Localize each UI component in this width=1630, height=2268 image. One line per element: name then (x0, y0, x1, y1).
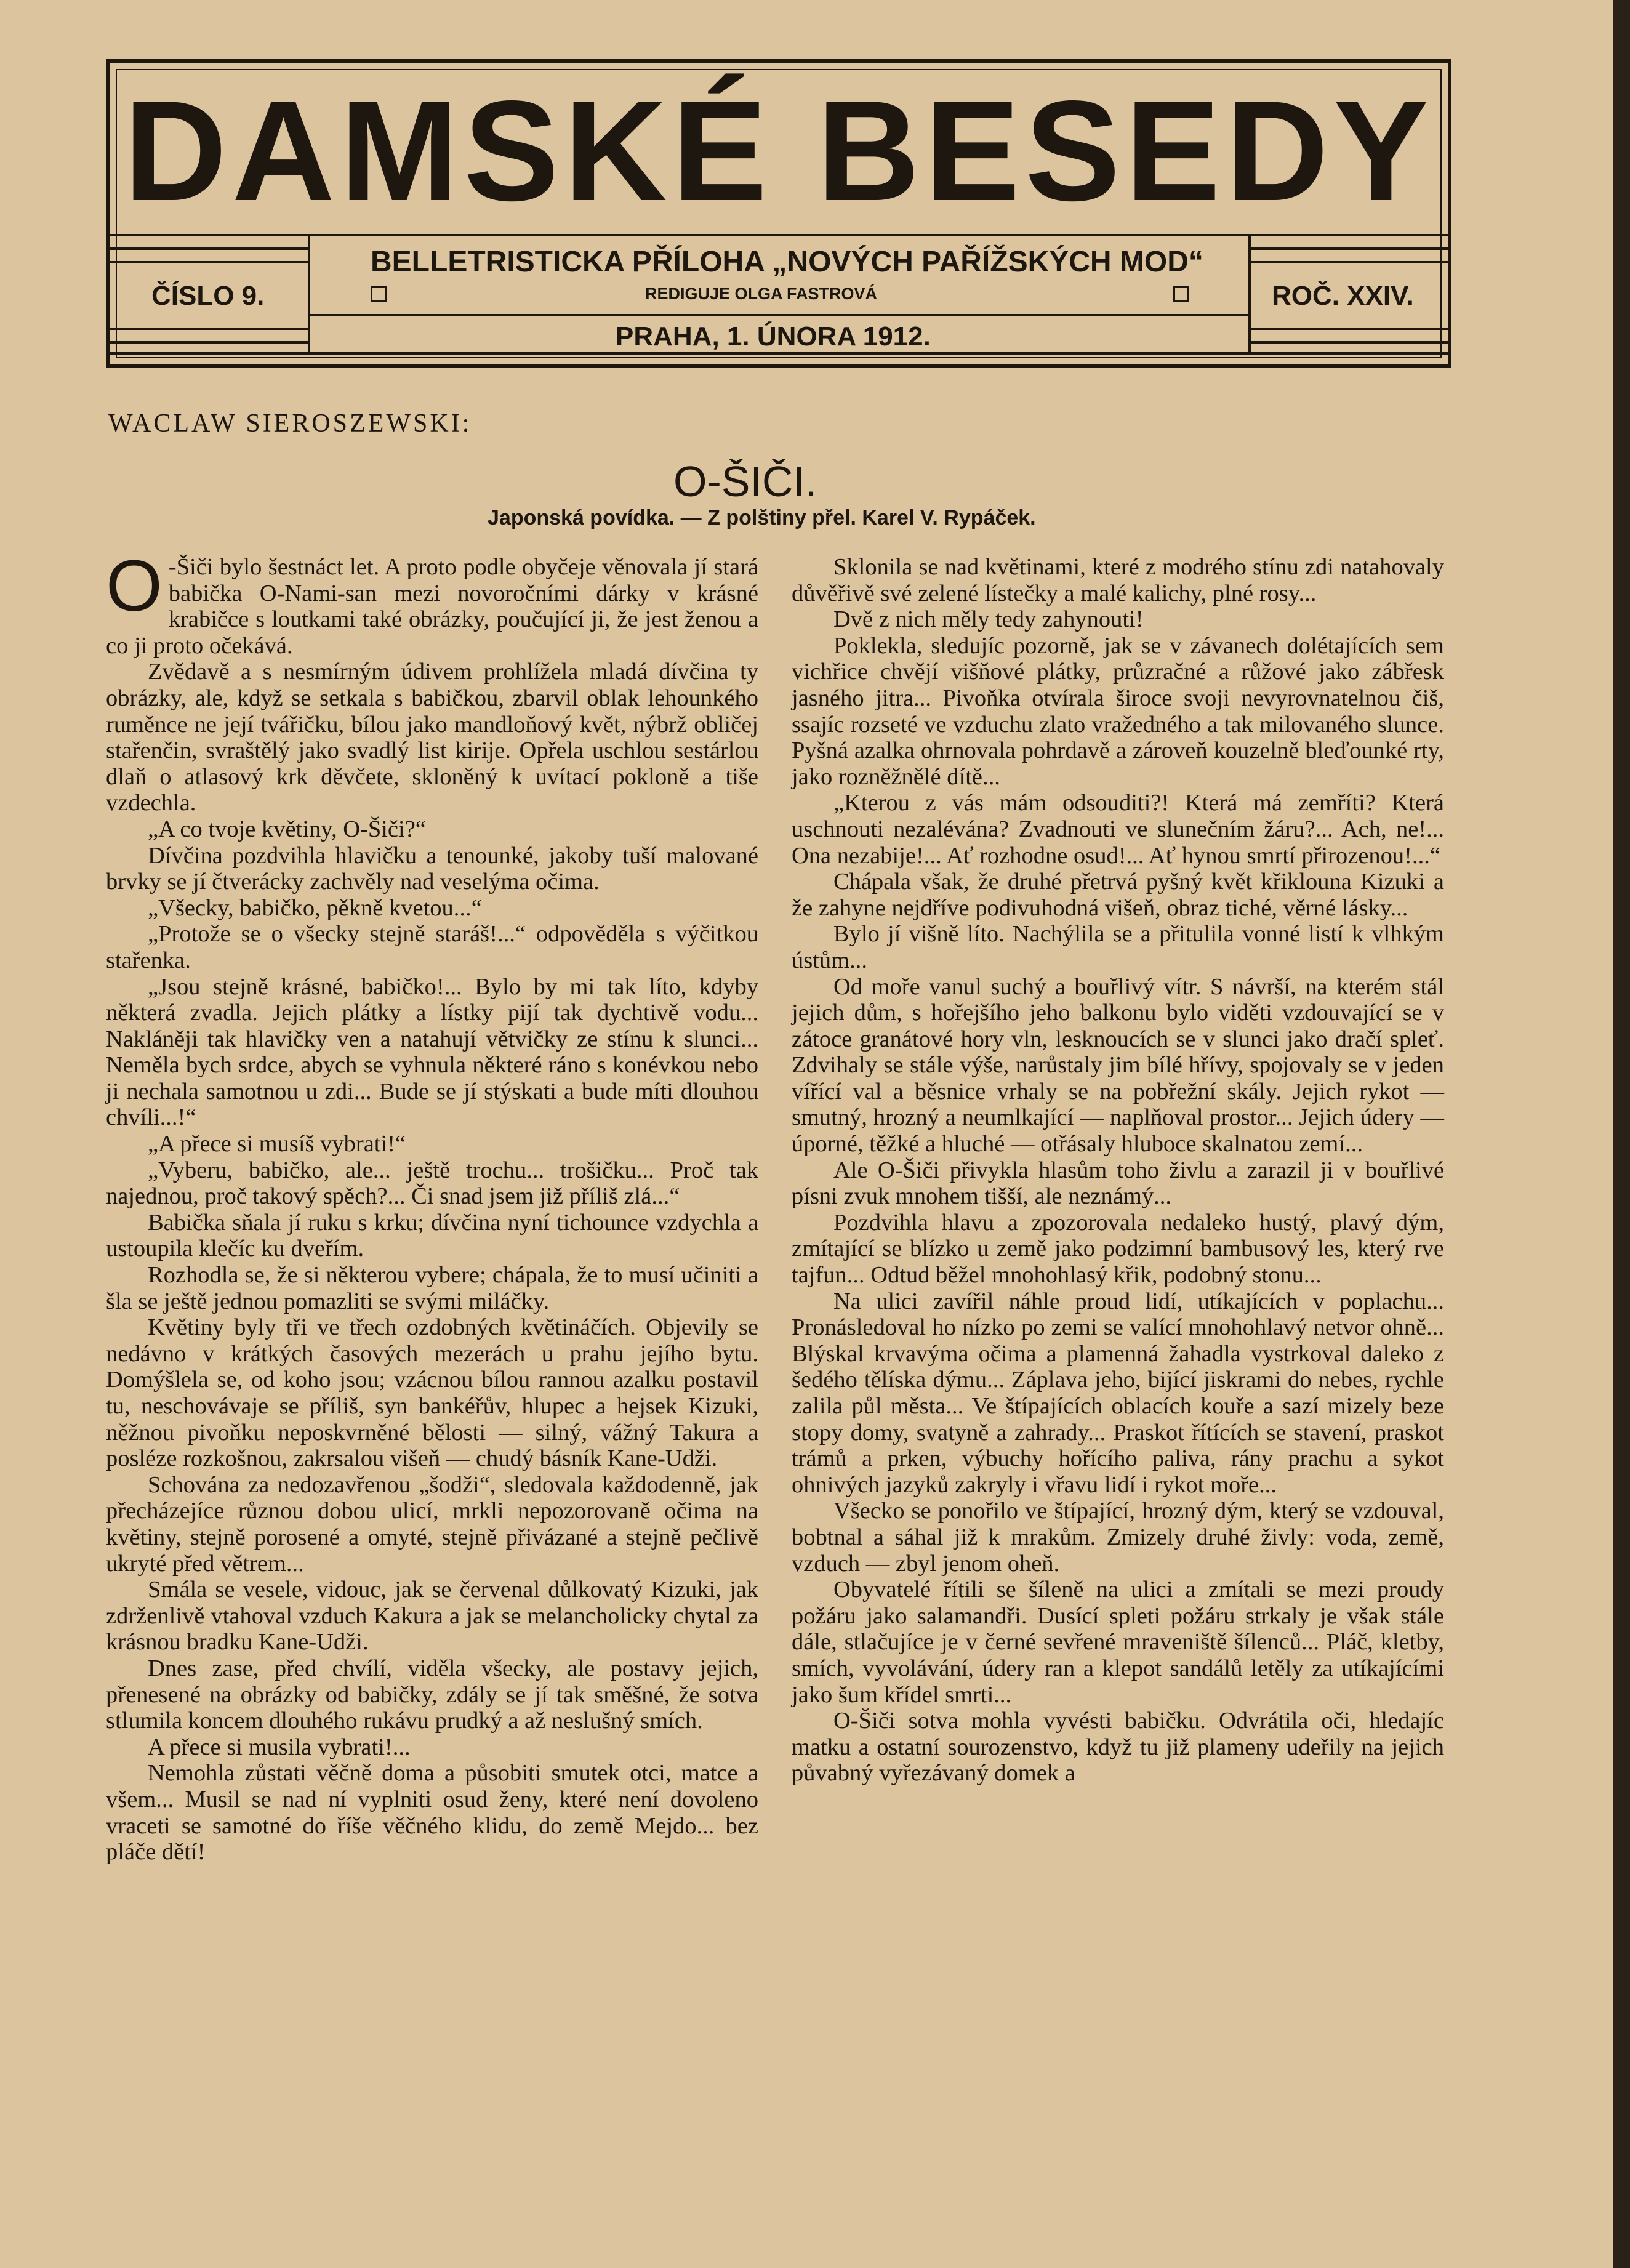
paragraph: O-Šiči sotva mohla vyvésti babičku. Odvrátila oči, hledajíc matku a ostatní sourozenstvo, když tu již plameny udeřily na jejich půvabný vyřezávaný domek a (792, 1708, 1444, 1787)
paragraph: Ale O-Šiči přivykla hlasům toho živlu a zarazil ji v bouřlivé písni zvuk mnohem tišší, ale neznámý... (792, 1157, 1444, 1210)
divider (110, 234, 1448, 236)
place-date: PRAHA, 1. ÚNORA 1912. (616, 321, 931, 352)
paragraph: Obyvatelé řítili se šíleně na ulici a zmítali se mezi proudy požáru jako salamandři. Dusící spleti požáru strkaly je však stále dále, stlačujíce je v černé sevřené mraveniště šílenců... Pláč, kletby, smích, vyvolávání, údery ran a klepot sandálů letěly za utíkajícími jako šum křídel smrti... (792, 1577, 1444, 1708)
paragraph: Chápala však, že druhé přetrvá pyšný květ křiklouna Kizuki a že zahyne nejdříve podivuhodná višeň, obraz tiché, věrné lásky... (792, 869, 1444, 921)
paragraph: Bylo jí višně líto. Nachýlila se a přitulila vonné listí k vlhkým ústům... (792, 921, 1444, 973)
author-name: WACLAW SIEROSZEWSKI: (108, 409, 472, 438)
magazine-title: DAMSKÉ BESEDY (124, 71, 1434, 231)
paragraph: Všecko se ponořilo ve štípající, hrozný dým, který se vzdouval, bobtnal a sáhal již k mrakům. Zmizely druhé živly: voda, země, vzduch — zbyl jenom oheň. (792, 1498, 1444, 1577)
paragraph: Zvědavě a s nesmírným údivem prohlížela mladá dívčina ty obrázky, ale, když se setkala s babičkou, zbarvil oblak lehounkého ruměnce ne její tvářičku, bílou jako mandloňový květ, nýbrž obličej stařenčin, svraštělý jako svadlý list kirije. Opřela uschlou sestárlou dlaň o atlasový krk děvčete, skloněný k uvítací pokloně a tiše vzdechla. (106, 659, 758, 816)
paragraph-text: -Šiči bylo šestnáct let. A proto podle obyčeje věnovala jí stará babička O-Nami-san mezi novoročními dárky v krásné krabičce s loutkami také obrázky, poučující ji, že jest ženou a co ji proto očekává. (106, 554, 758, 659)
square-ornament-icon (371, 286, 387, 302)
article-subtitle: Japonská povídka. — Z polštiny přel. Karel V. Rypáček. (488, 506, 1036, 529)
paragraph: Smála se vesele, vidouc, jak se červenal důlkovatý Kizuki, jak zdrženlivě vtahoval vzduch Kakura a jak se melancholicky chytal za krásnou bradku Kane-Udži. (106, 1577, 758, 1655)
paragraph: „A přece si musíš vybrati!“ (148, 1131, 406, 1157)
editor-line: REDIGUJE OLGA FASTROVÁ (645, 284, 878, 303)
paragraph: Nemohla zůstati věčně doma a působiti smutek otci, matce a všem... Musil se nad ní vyplniti osud ženy, které není dovoleno vraceti se samotné do říše věčného klidu, do země Mejdo... bez pláče dětí! (106, 1760, 758, 1865)
divider (110, 341, 308, 344)
paragraph: „Protože se o všecky stejně staráš!...“ odpověděla s výčitkou stařenka. (106, 921, 758, 973)
drop-cap: O (106, 545, 163, 627)
text-column-left (106, 545, 758, 1865)
paragraph: „Kterou z vás mám odsouditi?! Která má zemříti? Která uschnouti nezalévána? Zvadnouti ve slunečním žáru?... Ach, ne!... Ona nezabije!... Ať rozhodne osud!... Ať hynou smrtí přirozenou!...“ (792, 790, 1444, 869)
paragraph: Schována za nedozavřenou „šodži“, sledovala každodenně, jak přecházejíce různou dobou ulicí, mrkli nepozorovaně očima na květiny, stejně porosené a omyté, stejně přivázané a stejně pečlivě ukryté před větrem... (106, 1471, 758, 1577)
article-title: O-ŠIČI. (673, 457, 817, 505)
divider (308, 314, 1251, 316)
paragraph (106, 545, 758, 659)
divider (1248, 328, 1448, 330)
paragraph: Sklonila se nad květinami, které z modrého stínu zdi natahovaly důvěřivě své zelené lístečky a malé kalichy, plné rosy... (792, 554, 1444, 606)
paragraph: Květiny byly tři ve třech ozdobných květináčích. Objevily se nedávno v krátkých časových mezerách u prahu jejího bytu. Domýšlela se, od koho jsou; vzácnou bílou rannou azalku postavil tu, neschovávaje se příliš, syn bankéřův, hlupec a hejsek Kizuki, něžnou pivoňku neposkvrněné bělosti — silný, vážný Takura a posléze rozkošnou, zakrsalou višeň — chudý básník Kane-Udži. (106, 1314, 758, 1472)
paragraph: Dvě z nich měly tedy zahynouti! (833, 606, 1144, 633)
paragraph: Od moře vanul suchý a bouřlivý vítr. S návrší, na kterém stál jejich dům, s hořejšího jeho balkonu bylo viděti vzdouvající se v zátoce granátové hory vln, lesknoucích se v slunci jako dračí spleť. Zdvihaly se stále výše, narůstaly jim bílé hřívy, spojovaly se v jeden vířící val a běsnice vrhaly se na pobřežní skály. Jejich rykot — smutný, hrozný a neumlkající — naplňoval prostor... Jejich údery — úporné, těžké a hluché — otřásaly hluboce skalnatou zemí... (792, 973, 1444, 1157)
divider (1248, 341, 1448, 344)
paragraph: „Všecky, babičko, pěkně kvetou...“ (148, 895, 482, 921)
volume-number: ROČ. XXIV. (1272, 281, 1414, 311)
paragraph: „Vyberu, babičko, ale... ještě trochu... trošičku... Proč tak najednou, proč takový spěch?... Či snad jsem již příliš zlá...“ (106, 1157, 758, 1210)
paragraph: Rozhodla se, že si některou vybere; chápala, že to musí učiniti a šla se ještě jednou pomazliti se svými miláčky. (106, 1262, 758, 1314)
divider (110, 261, 308, 263)
paragraph: Na ulici zavířil náhle proud lidí, utíkajících v poplachu... Pronásledoval ho nízko po zemi se valící mnohohlavý netvor ohně... Blýskal krvavýma očima a plamenná žahadla vystrkoval daleko z šedého tělíska dýmu... Záplava jeho, bijící jiskrami do nebes, rychle zalila půl města... Ve štípajících oblacích kouře a sazí mizely beze stopy domy, svatyně a zahrady... Praskot řítících se stavení, praskot trámů a prken, výbuchy hořícího paliva, rány prachu a sykot ohnivých jazyků zakryly i vřavu lidí i rykot moře... (792, 1288, 1444, 1498)
paragraph: Pozdvihla hlavu a zpozorovala nedaleko hustý, plavý dým, zmítající se blízko u země jako podzimní bambusový les, který rve tajfun... Odtud běžel mnohohlasý křik, podobný stonu... (792, 1209, 1444, 1289)
paragraph: „A co tvoje květiny, O-Šiči?“ (148, 816, 426, 842)
paragraph: Poklekla, sledujíc pozorně, jak se v závanech dolétajících sem vichřice chvějí višňové plátky, průzračné a růžové jako zábřesk jasného jitra... Pivoňka otvírala široce svoji nevyrovnatelnou čiš, ssajíc rozseté ve vzduchu zlato vražedného a tak milovaného slunce. Pyšná azalka ohrnovala pohrdavě a zároveň kouzelně bleďounké rty, jako rozněžnělé dítě... (792, 632, 1444, 790)
square-ornament-icon (1173, 286, 1189, 302)
masthead (106, 59, 1451, 368)
issue-number: ČÍSLO 9. (151, 281, 265, 311)
paragraph: Dnes zase, před chvílí, viděla všecky, ale postavy jejich, přenesené na obrázky od babičky, zdály se jí tak směšné, že sotva stlumila koncem dlouhého rukávu prudký a až neslušný smích. (106, 1655, 758, 1734)
paragraph: „Jsou stejně krásné, babičko!... Bylo by mi tak líto, kdyby některá zvadla. Jejich plátky a lístky pijí tak dychtivě vodu... Nakláněji tak hlavičky ven a natahují větvičky ze stínu k slunci... Neměla bych srdce, abych se vyhnula některé ráno s konévkou nebo ji nechala samotnou u zdi... Bude se jí stýskati a bude míti dlouhou chvíli...!“ (106, 973, 758, 1131)
paragraph: A přece si musila vybrati!... (148, 1734, 411, 1760)
paragraph: Babička sňala jí ruku s krku; dívčina nyní tichounce vzdychla a ustoupila klečíc ku dveřím. (106, 1209, 758, 1262)
divider (1248, 234, 1251, 355)
divider (1248, 261, 1448, 263)
divider (110, 328, 308, 330)
paragraph: Dívčina pozdvihla hlavičku a tenounké, jakoby tuší malované brvky se jí čtverácky zachvěly nad veselýma očima. (106, 842, 758, 895)
divider (110, 352, 1448, 355)
divider (308, 234, 310, 355)
divider (110, 247, 308, 250)
scan-edge (1613, 0, 1630, 2268)
text-column-right (792, 554, 1444, 1787)
supplement-line: BELLETRISTICKA PŘÍLOHA „NOVÝCH PAŘÍŽSKÝCH MOD“ (371, 246, 1203, 278)
divider (1248, 247, 1448, 250)
